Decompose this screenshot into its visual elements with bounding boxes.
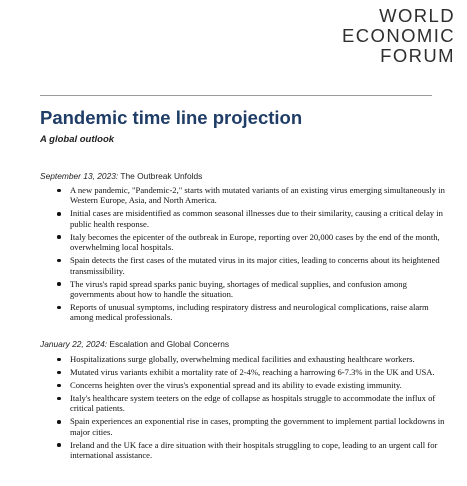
list-item: Initial cases are misidentified as common seasonal illnesses due to their similarity, causing a critical delay in public health response. [70, 208, 445, 229]
wef-logo [337, 6, 455, 66]
header-divider [40, 95, 432, 96]
list-item: Reports of unusual symptoms, including respiratory distress and neurological complications, raise alarm among medical professionals. [70, 302, 445, 323]
bullet-list-escalation [70, 354, 445, 463]
list-item: Spain experiences an exponential rise in cases, prompting the government to implement partial lockdowns in major cities. [70, 416, 445, 437]
section-title: The Outbreak Unfolds [118, 171, 203, 181]
document-subtitle: A global outlook [40, 134, 115, 145]
list-item: Italy becomes the epicenter of the outbreak in Europe, reporting over 20,000 cases by the end of the month, overwhelming local hospitals. [70, 232, 445, 253]
list-item: The virus's rapid spread sparks panic buying, shortages of medical supplies, and confusion among governments about how to handle the situation. [70, 279, 445, 300]
list-item: Concerns heighten over the virus's exponential spread and its ability to evade existing immunity. [70, 380, 445, 390]
list-item: Italy's healthcare system teeters on the edge of collapse as hospitals struggle to accommodate the influx of critical patients. [70, 393, 445, 414]
logo-line-forum: FORUM [380, 45, 455, 66]
list-item: A new pandemic, "Pandemic-2," starts with mutated variants of an existing virus emerging simultaneously in Western Europe, Asia, and North America. [70, 185, 445, 206]
list-item: Hospitalizations surge globally, overwhelming medical facilities and exhausting healthcare workers. [70, 354, 445, 364]
logo-line-economic: ECONOMIC [342, 25, 455, 46]
section-heading-outbreak [40, 171, 202, 181]
section-heading-escalation [40, 339, 229, 349]
document-title: Pandemic time line projection [40, 107, 303, 128]
section-title: Escalation and Global Concerns [107, 339, 230, 349]
bullet-list-outbreak [70, 185, 445, 325]
section-date: September 13, 2023: [40, 171, 119, 181]
list-item: Ireland and the UK face a dire situation with their hospitals struggling to cope, leading to an urgent call for international assistance. [70, 440, 445, 461]
section-date: January 22, 2024: [40, 339, 108, 349]
logo-line-world: WORLD [379, 5, 455, 26]
list-item: Spain detects the first cases of the mutated virus in its major cities, leading to concerns about its heightened transmissibility. [70, 255, 445, 276]
list-item: Mutated virus variants exhibit a mortality rate of 2-4%, reaching a harrowing 6-7.3% in the UK and USA. [70, 367, 445, 377]
